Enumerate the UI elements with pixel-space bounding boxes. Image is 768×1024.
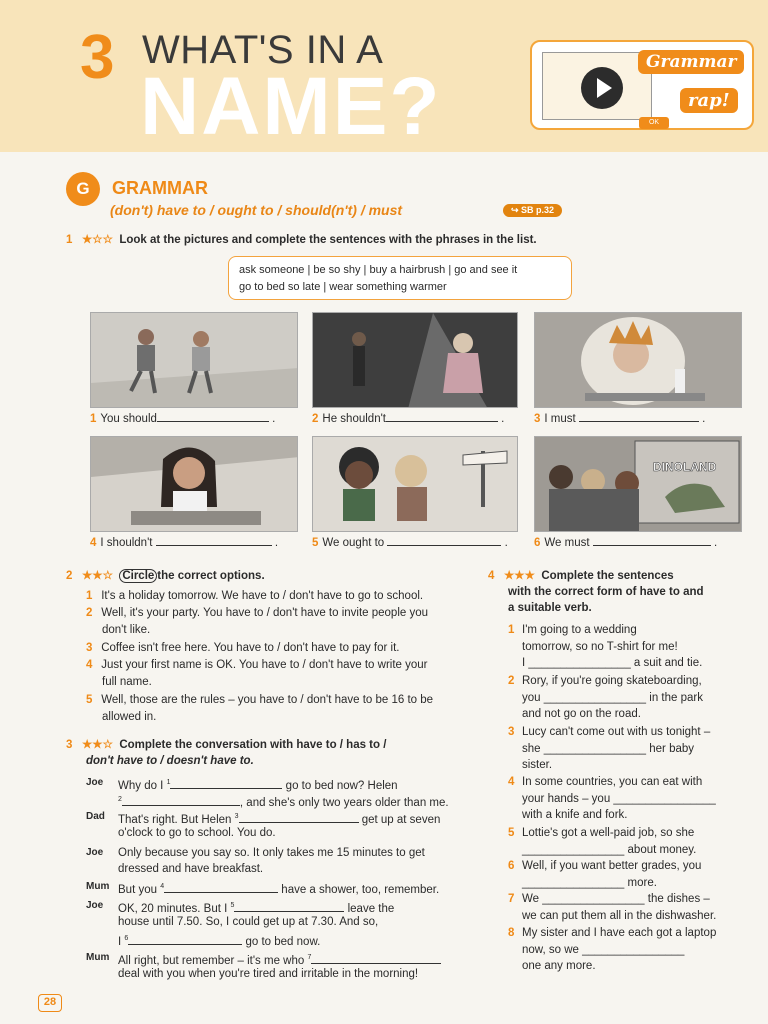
- ex4-item-line: Lottie's got a well-paid job, so she: [522, 827, 695, 839]
- title-line2: NAME?: [140, 61, 442, 152]
- caption-5-num: 5: [312, 537, 319, 549]
- ex4-item-line: one any more.: [522, 960, 596, 972]
- caption-6-text: We must: [544, 537, 590, 549]
- caption-2-blank[interactable]: [386, 411, 498, 422]
- ex4-item-7: [508, 891, 758, 924]
- ex2-item-5-text-cont: allowed in.: [102, 710, 157, 723]
- ex2-item-5-text: Well, those are the rules – you have to / don't have to be 16 to be: [101, 694, 434, 706]
- ex2-item-1: [86, 588, 466, 605]
- ex4-item-6: [508, 858, 758, 891]
- ex4-item-5: [508, 825, 758, 858]
- ex3-number: 3: [66, 739, 73, 751]
- ex2-item-3: [86, 640, 466, 657]
- caption-3-blank[interactable]: [579, 411, 699, 422]
- ex4-item-line: Rory, if you're going skateboarding,: [522, 675, 702, 687]
- ex2-item-5: [86, 692, 466, 725]
- ex4-stars-icon: ★★★: [504, 570, 535, 582]
- rap-label-grammar: Grammar: [638, 50, 744, 74]
- ex3-gap-number: 6: [124, 935, 129, 942]
- ex4-item-num: 3: [508, 726, 515, 738]
- ex4-item-num: 4: [508, 776, 515, 788]
- ex3-gap-number: 3: [234, 813, 239, 820]
- ex3-line: [118, 879, 439, 898]
- ex3-speaker: Joe: [86, 777, 104, 788]
- ex3-line: [118, 845, 425, 862]
- phrase-list-line1: ask someone | be so shy | buy a hairbrush | go and see it: [239, 264, 518, 276]
- caption-1-text: You should: [100, 413, 157, 425]
- ex4-item-num: 2: [508, 675, 515, 687]
- ex3-gap-blank[interactable]: [234, 901, 344, 912]
- ex4-item-3: [508, 724, 758, 774]
- ex2-heading: [66, 568, 265, 584]
- ex4-item-8: [508, 925, 758, 975]
- ex3-line-text: o'clock to go to school. You do.: [118, 827, 276, 839]
- caption-4-text: I shouldn't: [100, 537, 153, 549]
- ex4-item-line: ________________ about money.: [522, 843, 697, 856]
- ex2-circle-word: Circle: [119, 569, 157, 583]
- page-number: 28: [38, 994, 62, 1012]
- ex4-item-line: I'm going to a wedding: [522, 624, 637, 636]
- ex3-speaker: Dad: [86, 811, 105, 822]
- ex4-item-line: ________________ more.: [522, 876, 657, 889]
- ex3-speaker: Mum: [86, 881, 110, 892]
- ex2-item-3-text: Coffee isn't free here. You have to / don't have to pay for it.: [101, 642, 400, 654]
- caption-4-num: 4: [90, 537, 97, 549]
- ex2-item-4-text: Just your first name is OK. You have to / don't have to write your: [101, 659, 428, 671]
- ex4-item-line: she ________________ her baby: [522, 742, 695, 755]
- ex4-item-line: you ________________ in the park: [522, 691, 703, 704]
- ex3-gap-number: 2: [118, 796, 122, 803]
- ex1-stars-icon: ★☆☆: [82, 234, 113, 246]
- ex3-stars-icon: ★★☆: [82, 739, 113, 751]
- ex3-gap-number: 5: [230, 902, 235, 909]
- ex3-heading: [66, 737, 386, 753]
- ex3-gap-number: 1: [166, 779, 171, 786]
- ex4-item-line: with a knife and fork.: [522, 809, 628, 821]
- ex2-item-4: [86, 657, 466, 690]
- ex3-speaker: Joe: [86, 847, 104, 858]
- ex2-number: 2: [66, 570, 73, 582]
- ex3-gap-number: 4: [160, 883, 165, 890]
- ex4-item-line: Well, if you want better grades, you: [522, 860, 702, 872]
- caption-6: 6 We must .: [534, 537, 718, 549]
- caption-4-blank[interactable]: [156, 535, 272, 546]
- ex3-line-text-after: have a shower, too, remember.: [278, 883, 440, 896]
- ex4-item-line: In some countries, you can eat with: [522, 776, 703, 788]
- caption-1-num: 1: [90, 413, 97, 425]
- section-subtitle: (don't) have to / ought to / should(n't) / must: [110, 202, 403, 218]
- ex3-line: [118, 931, 320, 950]
- ex3-gap-blank[interactable]: [164, 882, 278, 893]
- ex3-line-text: Only because you say so. It only takes me 15 minutes to get: [118, 847, 425, 859]
- ex3-gap-blank[interactable]: [170, 778, 282, 789]
- grammar-rap-box[interactable]: [530, 40, 754, 130]
- ex3-line: [118, 914, 378, 931]
- caption-5-blank[interactable]: [387, 535, 501, 546]
- ex2-item-3-num: 3: [86, 642, 93, 654]
- ex4-item-line: and not go on the road.: [522, 708, 641, 720]
- unit-number: 3: [80, 23, 115, 92]
- ex2-item-2-text-cont: don't like.: [102, 623, 151, 636]
- ex2-item-2-text: Well, it's your party. You have to / don't have to invite people you: [101, 607, 429, 619]
- caption-3-text: I must: [544, 413, 576, 425]
- picture-1-cold-kids: [90, 312, 298, 408]
- ex4-item-num: 1: [508, 624, 515, 636]
- ex4-item-line: sister.: [522, 759, 553, 771]
- ex4-item-num: 7: [508, 893, 515, 905]
- ex2-stars-icon: ★★☆: [82, 570, 113, 582]
- rap-label-rap: rap!: [680, 88, 738, 113]
- caption-2: 2 He shouldn't .: [312, 413, 505, 425]
- ex2-item-4-num: 4: [86, 659, 93, 671]
- ex4-item-1: [508, 622, 758, 672]
- ex3-gap-blank[interactable]: [239, 812, 359, 823]
- caption-4: 4 I shouldn't .: [90, 537, 279, 549]
- ex4-item-line: Lucy can't come out with us tonight –: [522, 726, 711, 738]
- ex1-number: 1: [66, 234, 73, 246]
- picture-3-mirror: [534, 312, 742, 408]
- dinoland-sign: DINOLAND: [653, 460, 717, 474]
- phrase-list-box: [228, 256, 572, 300]
- caption-2-text: He shouldn't: [322, 413, 386, 425]
- caption-6-num: 6: [534, 537, 541, 549]
- ex2-item-1-text: It's a holiday tomorrow. We have to / don't have to go to school.: [101, 590, 424, 602]
- ex4-item-num: 5: [508, 827, 515, 839]
- ex3-line: [118, 861, 263, 878]
- ex3-line: [118, 966, 418, 983]
- play-icon[interactable]: [581, 67, 623, 109]
- caption-5-text: We ought to: [322, 537, 385, 549]
- ex4-item-line: We ________________ the dishes –: [522, 893, 710, 905]
- picture-4-studying: [90, 436, 298, 532]
- ok-tag: OK: [639, 117, 669, 129]
- caption-3-num: 3: [534, 413, 541, 425]
- ex1-heading: [66, 232, 537, 248]
- ex3-line-text-after: leave the: [344, 902, 395, 915]
- ex4-instruction-l3: a suitable verb.: [508, 602, 592, 614]
- ex2-item-4-text-cont: full name.: [102, 675, 152, 688]
- ex3-speaker: Mum: [86, 952, 110, 963]
- ex3-line-text: I: [118, 935, 125, 948]
- ex2-item-1-num: 1: [86, 590, 93, 602]
- ex3-line-text-after: , and she's only two years older than me.: [239, 796, 449, 809]
- title-line1: WHAT'S IN A: [142, 28, 384, 72]
- ex4-heading: [488, 568, 674, 584]
- ex4-item-line: I ________________ a suit and tie.: [522, 657, 703, 669]
- ex3-line-text-after: get up at seven: [358, 813, 441, 826]
- ex3-instruction-l1: Complete the conversation with have to / has to /: [119, 739, 387, 751]
- ex1-instruction: Look at the pictures and complete the sentences with the phrases in the list.: [119, 234, 537, 246]
- ex2-item-5-num: 5: [86, 694, 93, 706]
- ex3-line: [118, 825, 276, 842]
- ex3-line-text: That's right. But Helen: [118, 813, 235, 826]
- ex3-line-text: dressed and have breakfast.: [118, 863, 264, 875]
- ex3-speaker: Joe: [86, 900, 104, 911]
- sb-reference-text: SB p.32: [521, 205, 555, 215]
- ex4-item-line: My sister and I have each got a laptop: [522, 927, 717, 939]
- ex4-item-2: [508, 673, 758, 723]
- ex2-item-2-num: 2: [86, 607, 93, 619]
- ex4-item-line: we can put them all in the dishwasher.: [522, 909, 717, 922]
- ex3-line-text: But you: [118, 883, 161, 896]
- ex2-instruction: the correct options.: [157, 570, 265, 582]
- ex3-line-text: house until 7.50. So, I could get up at 7.30. And so,: [118, 916, 379, 928]
- ex3-line-text-after: go to bed now? Helen: [282, 779, 398, 792]
- ex3-gap-blank[interactable]: [311, 953, 441, 964]
- ex3-line-text-after: go to bed now.: [242, 935, 321, 948]
- ex3-gap-blank[interactable]: [122, 795, 240, 806]
- grammar-icon: G: [66, 172, 100, 206]
- ex3-instruction-l2: don't have to / doesn't have to.: [86, 755, 254, 767]
- caption-2-num: 2: [312, 413, 319, 425]
- caption-3: 3 I must .: [534, 413, 706, 425]
- rap-video-thumbnail: [542, 52, 660, 126]
- ex4-item-4: [508, 774, 758, 824]
- caption-1: 1 You should .: [90, 413, 276, 425]
- picture-5-signpost: [312, 436, 518, 532]
- ex4-number: 4: [488, 570, 495, 582]
- ex3-gap-blank[interactable]: [128, 934, 242, 945]
- caption-1-blank[interactable]: [157, 411, 269, 422]
- ex4-instruction-l2: with the correct form of have to and: [508, 586, 704, 598]
- ex4-instruction-l1: Complete the sentences: [541, 570, 674, 582]
- ex4-item-line: your hands – you ________________: [522, 792, 716, 805]
- ex3-line-text: Why do I: [118, 779, 167, 792]
- picture-2-stage: [312, 312, 518, 408]
- section-title: GRAMMAR: [112, 178, 208, 198]
- ex4-item-line: now, so we ________________: [522, 943, 685, 956]
- sb-reference-badge: ↪ SB p.32: [503, 204, 562, 217]
- ex4-item-num: 6: [508, 860, 515, 872]
- ex3-line-text: deal with you when you're tired and irritable in the morning!: [118, 968, 419, 980]
- ex2-item-2: [86, 605, 466, 638]
- ex4-item-num: 8: [508, 927, 515, 939]
- ex3-gap-number: 7: [307, 954, 312, 961]
- phrase-list-line2: go to bed so late | wear something warmer: [239, 281, 447, 293]
- picture-6-dinoland: [534, 436, 742, 532]
- ex3-line-text: OK, 20 minutes. But I: [118, 902, 231, 915]
- caption-6-blank[interactable]: [593, 535, 711, 546]
- ex3-line-text: All right, but remember – it's me who: [118, 954, 308, 967]
- ex4-item-line: tomorrow, so no T-shirt for me!: [522, 640, 678, 653]
- caption-5: 5 We ought to .: [312, 537, 508, 549]
